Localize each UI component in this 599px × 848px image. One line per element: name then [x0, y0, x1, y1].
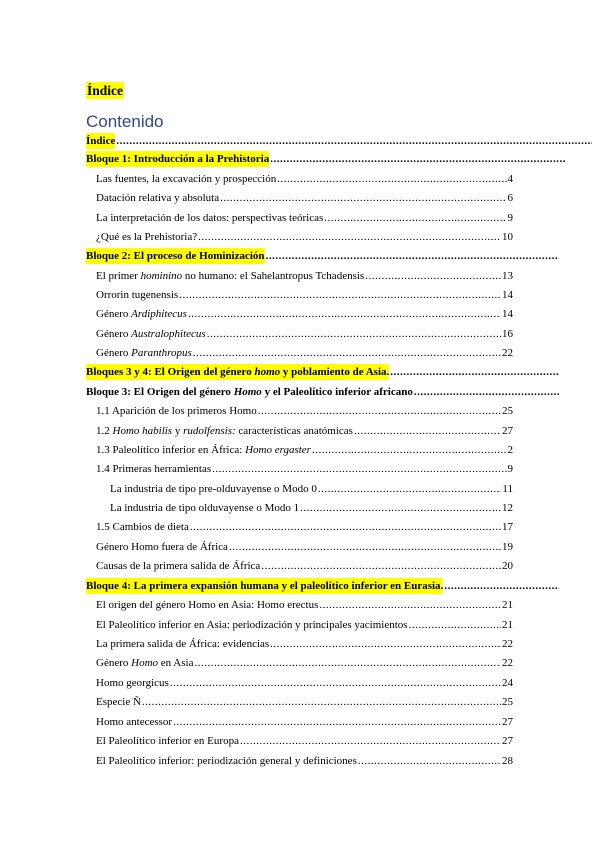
toc-page-number: 11 [502, 483, 513, 495]
toc-entry-label: El Paleolítico inferior en Europa [96, 735, 239, 747]
toc-page-number: 17 [502, 521, 513, 533]
toc-entry-label: 1.2 Homo habilis y rudolfensis: características anatómicas [96, 425, 353, 437]
toc-page-number: 27 [502, 425, 513, 437]
toc-page-number: 13 [502, 270, 513, 282]
toc-leader-dots [193, 345, 501, 361]
toc-entry-label: El Paleolítico inferior: periodización general y definiciones [96, 755, 357, 767]
toc-entry[interactable] [86, 364, 560, 380]
toc-entry[interactable] [96, 753, 513, 769]
toc-entry-label: El Paleolítico inferior en Asia: periodización y principales yacimientos [96, 619, 408, 631]
toc-entry-label: Orrorin tugenensis [96, 289, 179, 301]
toc-entry-label: Índice [86, 135, 116, 147]
toc-entry-label: La interpretación de los datos: perspectivas teóricas [96, 212, 324, 224]
toc-page-number: 24 [502, 677, 513, 689]
toc-entry-label: La industria de tipo pre-olduvayense o Modo 0 [110, 483, 317, 495]
toc-page-number: 14 [502, 289, 513, 301]
toc-leader-dots [365, 268, 501, 284]
toc-page-number: 21 [502, 619, 513, 631]
toc-leader-dots [190, 519, 501, 535]
toc-entry-label: Bloque 1: Introducción a la Prehistoria [86, 153, 270, 165]
toc-entry-label: Homo antecessor [96, 716, 173, 728]
toc-entry[interactable] [96, 733, 513, 749]
toc-page-number: 25 [502, 405, 513, 417]
toc-entry[interactable] [96, 190, 513, 206]
toc-leader-dots [229, 539, 501, 555]
toc-page-number: 4 [507, 173, 513, 185]
toc-entry[interactable] [96, 345, 513, 361]
toc-leader-dots [319, 597, 501, 613]
toc-page-number: 27 [502, 735, 513, 747]
toc-leader-dots [324, 210, 506, 226]
toc-page-number: 12 [502, 502, 513, 514]
toc-entry-label: Especie Ñ [96, 696, 141, 708]
toc-leader-dots [194, 655, 501, 671]
toc-page-number: 21 [502, 599, 513, 611]
toc-leader-dots [240, 733, 501, 749]
toc-page-number: 19 [502, 541, 513, 553]
toc-entry[interactable] [96, 229, 513, 245]
toc-page-number: 28 [502, 755, 513, 767]
toc-leader-dots [358, 753, 501, 769]
toc-page-number: 22 [502, 347, 513, 359]
toc-leader-dots [142, 694, 501, 710]
toc-entry[interactable] [96, 714, 513, 730]
toc-entry-label: Género Homo fuera de África [96, 541, 228, 553]
toc-entry[interactable] [96, 519, 513, 535]
toc-entry[interactable] [96, 655, 513, 671]
toc-page-number: 9 [507, 212, 513, 224]
toc-entry-label: Datación relativa y absoluta [96, 192, 220, 204]
toc-leader-dots [258, 403, 501, 419]
toc-entry[interactable] [86, 248, 560, 264]
toc-page-number: 27 [502, 716, 513, 728]
toc-entry[interactable] [96, 461, 513, 477]
toc-entry-label: Bloque 4: La primera expansión humana y el paleolítico inferior en Eurasia. [86, 580, 444, 592]
toc-entry-label: El origen del género Homo en Asia: Homo erectus [96, 599, 319, 611]
toc-entry-label: 1.1 Aparición de los primeros Homo [96, 405, 257, 417]
toc-entry-label: 1.3 Paleolítico inferior en África: Homo ergaster [96, 444, 311, 456]
toc-entry[interactable] [110, 500, 513, 516]
toc-leader-dots [266, 248, 559, 264]
toc-entry[interactable] [96, 423, 513, 439]
toc-page-number: 10 [502, 231, 513, 243]
toc-page-number: 14 [502, 308, 513, 320]
toc-leader-dots [261, 558, 501, 574]
index-heading: Índice [87, 83, 124, 98]
toc-entry-label: Homo georgicus [96, 677, 169, 689]
toc-entry[interactable] [96, 539, 513, 555]
toc-leader-dots [198, 229, 501, 245]
toc-leader-dots [414, 384, 559, 400]
toc-entry[interactable] [86, 151, 566, 167]
toc-entry-label: La primera salida de África: evidencias [96, 638, 270, 650]
toc-entry-label: Género Ardiphitecus [96, 308, 187, 320]
toc-entry-label: El primer hominino no humano: el Sahelantropus Tchadensis [96, 270, 365, 282]
toc-entry[interactable] [110, 481, 513, 497]
toc-entry[interactable] [96, 558, 513, 574]
toc-entry[interactable] [96, 694, 513, 710]
toc-entry[interactable] [96, 287, 513, 303]
toc-page-number: 25 [502, 696, 513, 708]
toc-leader-dots [444, 578, 559, 594]
toc-entry-label: ¿Qué es la Prehistoria? [96, 231, 198, 243]
toc-entry-label: Género Paranthropus [96, 347, 192, 359]
toc-entry[interactable] [96, 636, 513, 652]
toc-entry[interactable] [86, 133, 593, 149]
toc-page-number: 6 [507, 192, 513, 204]
toc-page-number: 20 [502, 560, 513, 572]
contents-heading: Contenido [86, 112, 164, 131]
toc-entry[interactable] [86, 384, 560, 400]
toc-leader-dots [354, 423, 501, 439]
toc-leader-dots [409, 617, 501, 633]
toc-page-number: 22 [502, 657, 513, 669]
toc-entry-label: Género Australophitecus [96, 328, 206, 340]
toc-entry[interactable] [96, 171, 513, 187]
toc-entry[interactable] [96, 268, 513, 284]
toc-leader-dots [300, 500, 501, 516]
toc-leader-dots [188, 306, 501, 322]
toc-entry-label: 1.4 Primeras herramientas [96, 463, 212, 475]
toc-leader-dots [212, 461, 506, 477]
toc-leader-dots [116, 133, 592, 149]
toc-leader-dots [173, 714, 501, 730]
toc-entry[interactable] [96, 617, 513, 633]
toc-entry-label: 1.5 Cambios de dieta [96, 521, 189, 533]
toc-leader-dots [318, 481, 502, 497]
toc-entry[interactable] [96, 597, 513, 613]
toc-entry[interactable] [96, 326, 513, 342]
toc-page-number: 9 [507, 463, 513, 475]
toc-entry[interactable] [96, 675, 513, 691]
toc-leader-dots [390, 364, 559, 380]
toc-entry[interactable] [96, 210, 513, 226]
toc-entry[interactable] [96, 306, 513, 322]
toc-page-number: 22 [502, 638, 513, 650]
toc-leader-dots [270, 636, 501, 652]
toc-entry-label: La industria de tipo olduvayense o Modo 1 [110, 502, 300, 514]
toc-entry[interactable] [96, 442, 513, 458]
toc-leader-dots [179, 287, 501, 303]
toc-leader-dots [170, 675, 501, 691]
toc-entry-label: Bloques 3 y 4: El Origen del género homo y poblamiento de Asia. [86, 366, 390, 378]
toc-entry-label: Causas de la primera salida de África [96, 560, 261, 572]
toc-leader-dots [270, 151, 565, 167]
toc-entry[interactable] [96, 403, 513, 419]
toc-entry-label: Género Homo en Asia [96, 657, 194, 669]
toc-entry[interactable] [86, 578, 560, 594]
toc-leader-dots [207, 326, 501, 342]
toc-leader-dots [277, 171, 506, 187]
toc-leader-dots [312, 442, 507, 458]
toc-entry-label: Bloque 3: El Origen del género Homo y el Paleolítico inferior africano [86, 386, 413, 398]
toc-entry-label: Las fuentes, la excavación y prospección [96, 173, 277, 185]
toc-leader-dots [220, 190, 506, 206]
toc-page-number: 16 [502, 328, 513, 340]
toc-entry-label: Bloque 2: El proceso de Hominización [86, 250, 265, 262]
toc-page-number: 2 [507, 444, 513, 456]
